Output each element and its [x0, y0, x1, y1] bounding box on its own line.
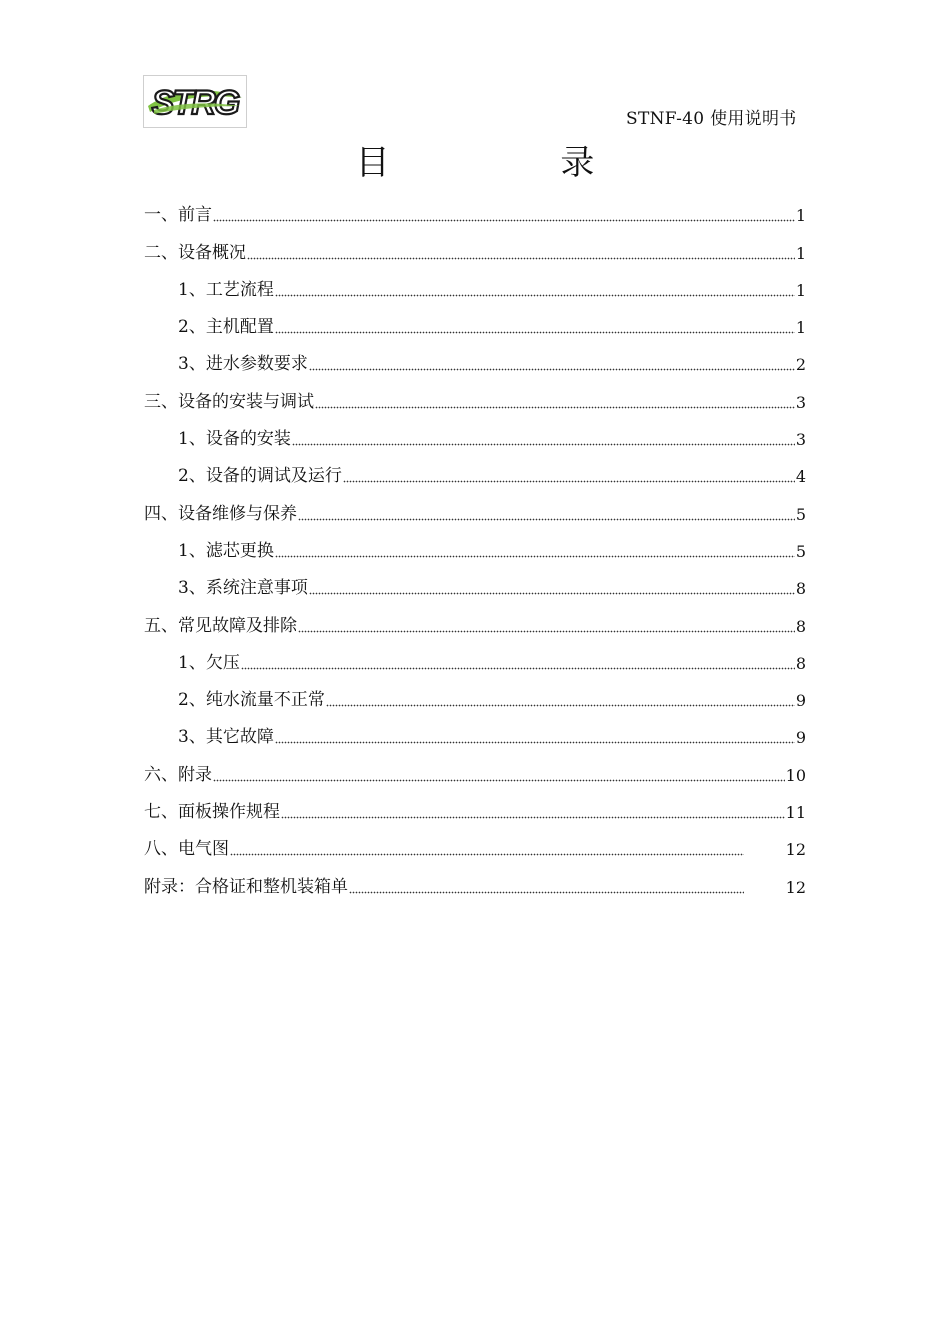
- toc-entry[interactable]: [144, 421, 806, 458]
- dot-leader: [275, 731, 795, 744]
- toc-entry-label: 附录：合格证和整机装箱单: [144, 876, 348, 897]
- dot-leader: [213, 769, 785, 782]
- dot-leader: [292, 433, 795, 446]
- toc-entry[interactable]: [144, 570, 806, 607]
- toc-entry[interactable]: [144, 645, 806, 682]
- toc-entry[interactable]: [144, 756, 806, 793]
- toc-entry-label: 二、设备概况: [144, 242, 246, 263]
- toc-entry[interactable]: [144, 682, 806, 719]
- toc-entry[interactable]: [144, 533, 806, 570]
- toc-entry-page: 9: [795, 728, 806, 748]
- company-logo: [143, 75, 247, 128]
- toc-entry[interactable]: [144, 495, 806, 532]
- dot-leader: [315, 396, 795, 409]
- toc-entry-page: 3: [795, 392, 806, 412]
- toc-entry-label: 3、进水参数要求: [178, 354, 308, 375]
- toc-entry-label: 1、欠压: [178, 652, 240, 673]
- toc-entry-page: 11: [785, 803, 806, 823]
- toc-entry[interactable]: [144, 458, 806, 495]
- toc-entry-page: 9: [795, 691, 806, 711]
- toc-entry-page: 5: [795, 504, 806, 524]
- table-of-contents: [144, 197, 806, 906]
- toc-entry-page: 4: [795, 467, 806, 487]
- toc-entry-page: 3: [795, 430, 806, 450]
- dot-leader: [298, 620, 795, 633]
- toc-entry[interactable]: [144, 794, 806, 831]
- dot-leader: [309, 358, 795, 371]
- dot-leader: [326, 694, 795, 707]
- toc-entry[interactable]: [144, 272, 806, 309]
- toc-entry[interactable]: [144, 197, 806, 234]
- toc-entry-label: 八、电气图: [144, 839, 229, 860]
- toc-entry-label: 四、设备维修与保养: [144, 503, 297, 524]
- toc-entry-page: 8: [795, 653, 806, 673]
- toc-entry-page: 1: [795, 280, 806, 300]
- toc-entry-page: 8: [795, 616, 806, 636]
- toc-heading: 目 录: [355, 143, 675, 183]
- toc-entry-label: 1、设备的安装: [178, 429, 291, 450]
- toc-entry-page: 5: [795, 541, 806, 561]
- toc-entry[interactable]: [144, 607, 806, 644]
- toc-entry-label: 2、纯水流量不正常: [178, 690, 325, 711]
- dot-leader: [309, 582, 795, 595]
- logo-graphic: [144, 76, 246, 127]
- dot-leader: [298, 508, 795, 521]
- toc-entry-page: 1: [795, 206, 806, 226]
- toc-entry-page: 12: [785, 877, 806, 897]
- dot-leader: [275, 545, 795, 558]
- document-title: STNF-40 使用说明书: [626, 109, 797, 129]
- dot-leader: [281, 806, 785, 819]
- dot-leader: [213, 209, 795, 222]
- svg-text:STRG: STRG: [151, 84, 239, 122]
- toc-entry-page: 1: [795, 318, 806, 338]
- toc-entry-label: 1、滤芯更换: [178, 540, 274, 561]
- toc-entry-page: 2: [795, 355, 806, 375]
- toc-entry-label: 五、常见故障及排除: [144, 615, 297, 636]
- toc-entry-label: 2、设备的调试及运行: [178, 466, 342, 487]
- dot-leader: [230, 843, 744, 856]
- toc-entry-label: 2、主机配置: [178, 317, 274, 338]
- dot-leader: [343, 470, 795, 483]
- dot-leader: [275, 284, 795, 297]
- toc-entry-label: 七、面板操作规程: [144, 802, 280, 823]
- toc-entry-page: 8: [795, 579, 806, 599]
- toc-entry-label: 1、工艺流程: [178, 279, 274, 300]
- dot-leader: [241, 657, 795, 670]
- toc-entry-label: 六、附录: [144, 764, 212, 785]
- dot-leader: [275, 321, 795, 334]
- toc-entry[interactable]: [144, 868, 806, 905]
- toc-entry-label: 一、前言: [144, 205, 212, 226]
- dot-leader: [247, 247, 795, 260]
- toc-entry[interactable]: [144, 234, 806, 271]
- dot-leader: [349, 881, 744, 894]
- toc-entry-label: 3、其它故障: [178, 727, 274, 748]
- toc-entry[interactable]: [144, 383, 806, 420]
- toc-entry[interactable]: [144, 719, 806, 756]
- toc-entry-page: 12: [785, 840, 806, 860]
- toc-entry[interactable]: [144, 346, 806, 383]
- toc-entry-label: 3、系统注意事项: [178, 578, 308, 599]
- toc-entry-label: 三、设备的安装与调试: [144, 391, 314, 412]
- toc-entry[interactable]: [144, 831, 806, 868]
- toc-entry-page: 10: [785, 765, 806, 785]
- toc-entry-page: 1: [795, 243, 806, 263]
- toc-entry[interactable]: [144, 309, 806, 346]
